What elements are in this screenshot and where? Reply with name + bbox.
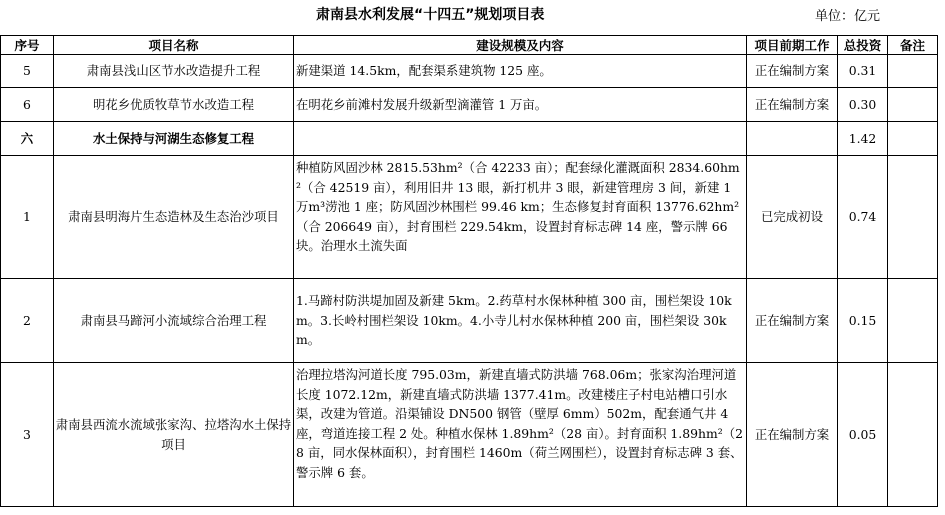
cell-name: 肃南县明海片生态造林及生态治沙项目 bbox=[54, 156, 294, 279]
header-name: 项目名称 bbox=[54, 36, 294, 55]
unit-label: 单位：亿元 bbox=[815, 9, 881, 24]
cell-seq: 1 bbox=[1, 156, 54, 279]
cell-invest: 0.74 bbox=[838, 156, 888, 279]
cell-stage: 正在编制方案 bbox=[747, 88, 838, 122]
cell-name: 肃南县西流水流域张家沟、拉塔沟水土保持项目 bbox=[54, 363, 294, 507]
cell-content bbox=[294, 363, 747, 507]
cell-note bbox=[888, 363, 938, 507]
project-table bbox=[0, 35, 938, 507]
cell-stage: 已完成初设 bbox=[747, 156, 838, 279]
cell-invest: 0.30 bbox=[838, 88, 888, 122]
cell-content: 在明花乡前滩村发展升级新型滴灌管 1 万亩。 bbox=[294, 88, 747, 122]
cell-seq: 六 bbox=[1, 122, 54, 156]
content-clip: 种植防风固沙林 2815.53hm²（合 42233 亩）；配套绿化灌溉面积 2834.60hm²（合 42519 亩），利用旧井 13 眼，新打机井 3 眼，新建管理房 3 间，新建 1 万m³涝池 1 座；防风固沙林围栏 99.46 km；生态修复封育面积 13776.62hm²（合 206649 亩），封育围栏 229.54km，设置封育标志碑 14 座，警示牌 66 块。治理水土流失面 bbox=[296, 160, 740, 254]
table-row bbox=[1, 156, 938, 279]
cell-invest: 0.05 bbox=[838, 363, 888, 507]
header-note: 备注 bbox=[888, 36, 938, 55]
cell-invest: 0.31 bbox=[838, 55, 888, 88]
cell-stage: 正在编制方案 bbox=[747, 363, 838, 507]
cell-note bbox=[888, 156, 938, 279]
header-stage: 项目前期工作 bbox=[747, 36, 838, 55]
header-content: 建设规模及内容 bbox=[294, 36, 747, 55]
cell-name: 水土保持与河湖生态修复工程 bbox=[54, 122, 294, 156]
cell-note bbox=[888, 122, 938, 156]
cell-seq: 5 bbox=[1, 55, 54, 88]
cell-seq: 2 bbox=[1, 279, 54, 363]
cell-invest: 1.42 bbox=[838, 122, 888, 156]
table-row-section bbox=[1, 122, 938, 156]
cell-stage: 正在编制方案 bbox=[747, 279, 838, 363]
table-row bbox=[1, 88, 938, 122]
cell-note bbox=[888, 55, 938, 88]
cell-content: 1.马蹄村防洪堤加固及新建 5km。2.药草村水保林种植 300 亩，围栏架设 10km。3.长岭村围栏架设 10km。4.小寺儿村水保林种植 200 亩，围栏架设 30km。 bbox=[294, 279, 747, 363]
cell-name: 明花乡优质牧草节水改造工程 bbox=[54, 88, 294, 122]
table-title-bar bbox=[0, 4, 945, 24]
content-clip: 治理拉塔沟河道长度 795.03m，新建直墙式防洪墙 768.06m；张家沟治理河道长度 1072.12m，新建直墙式防洪墙 1377.41m。改建楼庄子村电站槽口引水渠，改建为管道。沿渠铺设 DN500 钢管（壁厚 6mm）502m，配套通气井 4 座，弯道连接工程 2 处。种植水保林 1.89hm²（28 亩）。封育面积 1.89hm²（28 亩，同水保林面积），封育围栏 1460m（荷兰网围栏），设置封育标志碑 3 套、警示牌 6 套。 bbox=[296, 367, 743, 480]
table-row bbox=[1, 55, 938, 88]
cell-seq: 6 bbox=[1, 88, 54, 122]
cell-content bbox=[294, 156, 747, 279]
cell-seq: 3 bbox=[1, 363, 54, 507]
header-invest: 总投资 bbox=[838, 36, 888, 55]
cell-note bbox=[888, 88, 938, 122]
cell-content bbox=[294, 122, 747, 156]
cell-stage: 正在编制方案 bbox=[747, 55, 838, 88]
table-row bbox=[1, 363, 938, 507]
cell-note bbox=[888, 279, 938, 363]
cell-name: 肃南县浅山区节水改造提升工程 bbox=[54, 55, 294, 88]
cell-content: 新建渠道 14.5km，配套渠系建筑物 125 座。 bbox=[294, 55, 747, 88]
table-title: 肃南县水利发展“十四五”规划项目表 bbox=[316, 7, 545, 23]
header-row bbox=[1, 36, 938, 55]
cell-name: 肃南县马蹄河小流域综合治理工程 bbox=[54, 279, 294, 363]
header-seq: 序号 bbox=[1, 36, 54, 55]
table-row bbox=[1, 279, 938, 363]
cell-invest: 0.15 bbox=[838, 279, 888, 363]
cell-stage bbox=[747, 122, 838, 156]
